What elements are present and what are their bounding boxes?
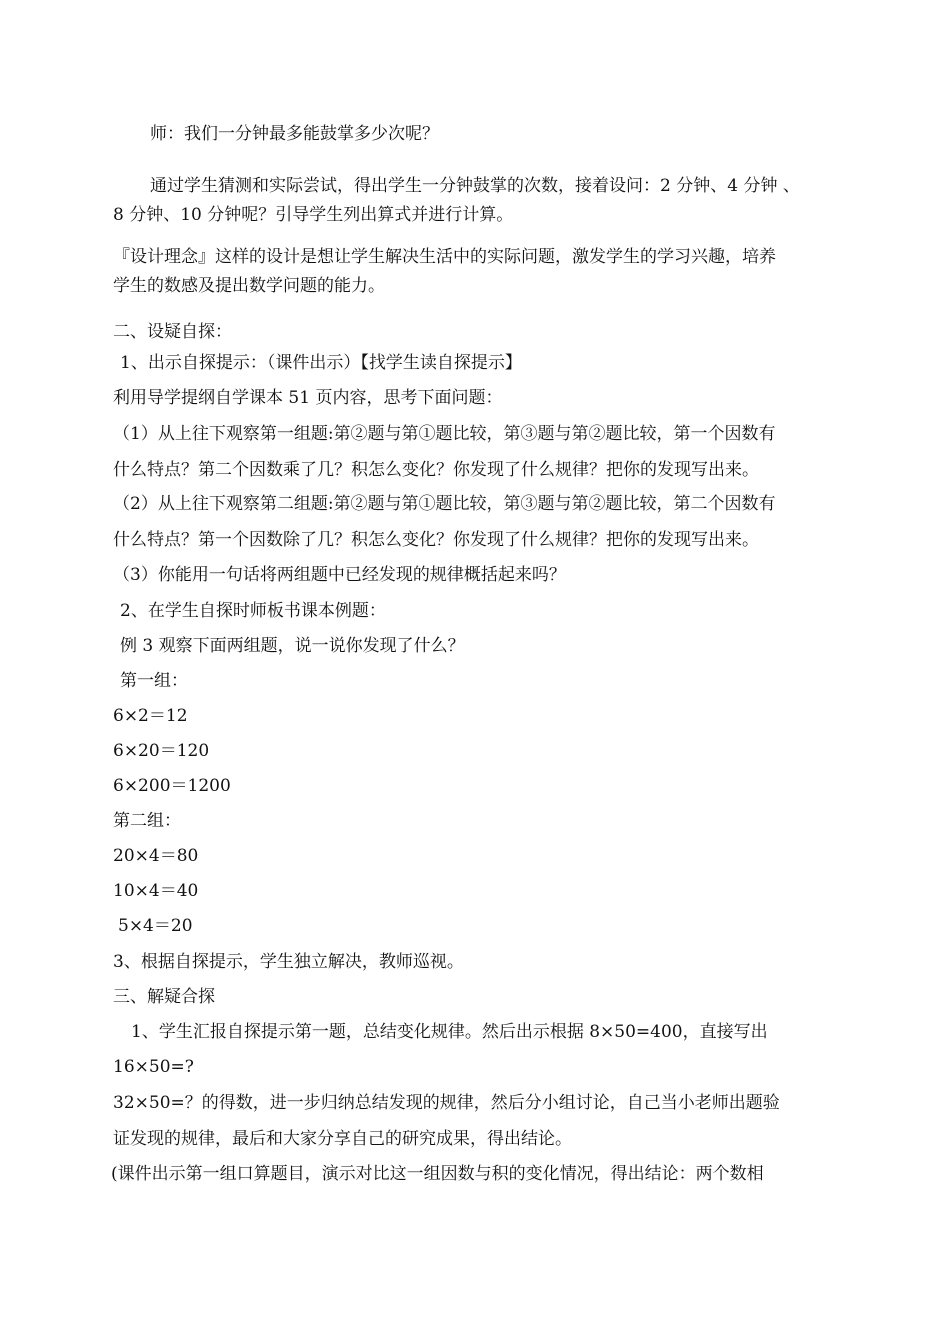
- equation: 6×200＝1200: [113, 776, 231, 796]
- teacher-question: 师：我们一分钟最多能鼓掌多少次呢？: [150, 124, 439, 144]
- paragraph-line: 16×50=?: [113, 1057, 194, 1077]
- equation: 5×4＝20: [118, 916, 193, 936]
- question-line: （1）从上往下观察第一组题:第②题与第①题比较，第③题与第②题比较，第一个因数有: [113, 424, 776, 444]
- question-line: （2）从上往下观察第二组题:第②题与第①题比较，第③题与第②题比较，第二个因数有: [113, 494, 776, 514]
- section-heading: 三、解疑合探: [113, 987, 215, 1007]
- section-heading: 二、设疑自探：: [113, 322, 232, 342]
- design-concept-line: 『设计理念』这样的设计是想让学生解决生活中的实际问题，激发学生的学习兴趣，培养: [113, 247, 776, 267]
- example-title: 例 3 观察下面两组题，说一说你发现了什么？: [120, 636, 465, 656]
- paragraph-line: (课件出示第一组口算题目，演示对比这一组因数与积的变化情况，得出结论：两个数相: [111, 1164, 764, 1184]
- equation: 20×4＝80: [113, 846, 199, 866]
- paragraph-line: 32×50=？的得数，进一步归纳总结发现的规律，然后分小组讨论，自己当小老师出题验: [113, 1093, 780, 1113]
- equation: 6×2＝12: [113, 706, 188, 726]
- design-concept-line: 学生的数感及提出数学问题的能力。: [113, 276, 385, 296]
- group-label: 第一组：: [120, 671, 188, 691]
- paragraph-line: 3、根据自探提示，学生独立解决，教师巡视。: [113, 952, 464, 972]
- paragraph-line: 利用导学提纲自学课本 51 页内容，思考下面问题：: [113, 388, 503, 408]
- paragraph-line: 2、在学生自探时师板书课本例题：: [120, 601, 386, 621]
- paragraph-line: 1、出示自探提示：（课件出示）【找学生读自探提示】: [120, 353, 522, 373]
- question-line: 什么特点？第二个因数乘了几？积怎么变化？你发现了什么规律？把你的发现写出来。: [113, 460, 759, 480]
- paragraph-line: 1、学生汇报自探提示第一题，总结变化规律。然后出示根据 8×50=400，直接写出: [131, 1022, 768, 1042]
- group-label: 第二组：: [113, 811, 181, 831]
- paragraph-line: 证发现的规律，最后和大家分享自己的研究成果，得出结论。: [113, 1129, 572, 1149]
- paragraph-line: 通过学生猜测和实际尝试，得出学生一分钟鼓掌的次数，接着设问：2 分钟、4 分钟 、: [150, 176, 800, 196]
- question-line: （3）你能用一句话将两组题中已经发现的规律概括起来吗？: [113, 565, 566, 585]
- equation: 6×20＝120: [113, 741, 210, 761]
- paragraph-line: 8 分钟、10 分钟呢？引导学生列出算式并进行计算。: [113, 205, 514, 225]
- equation: 10×4＝40: [113, 881, 199, 901]
- question-line: 什么特点？第一个因数除了几？积怎么变化？你发现了什么规律？把你的发现写出来。: [113, 530, 759, 550]
